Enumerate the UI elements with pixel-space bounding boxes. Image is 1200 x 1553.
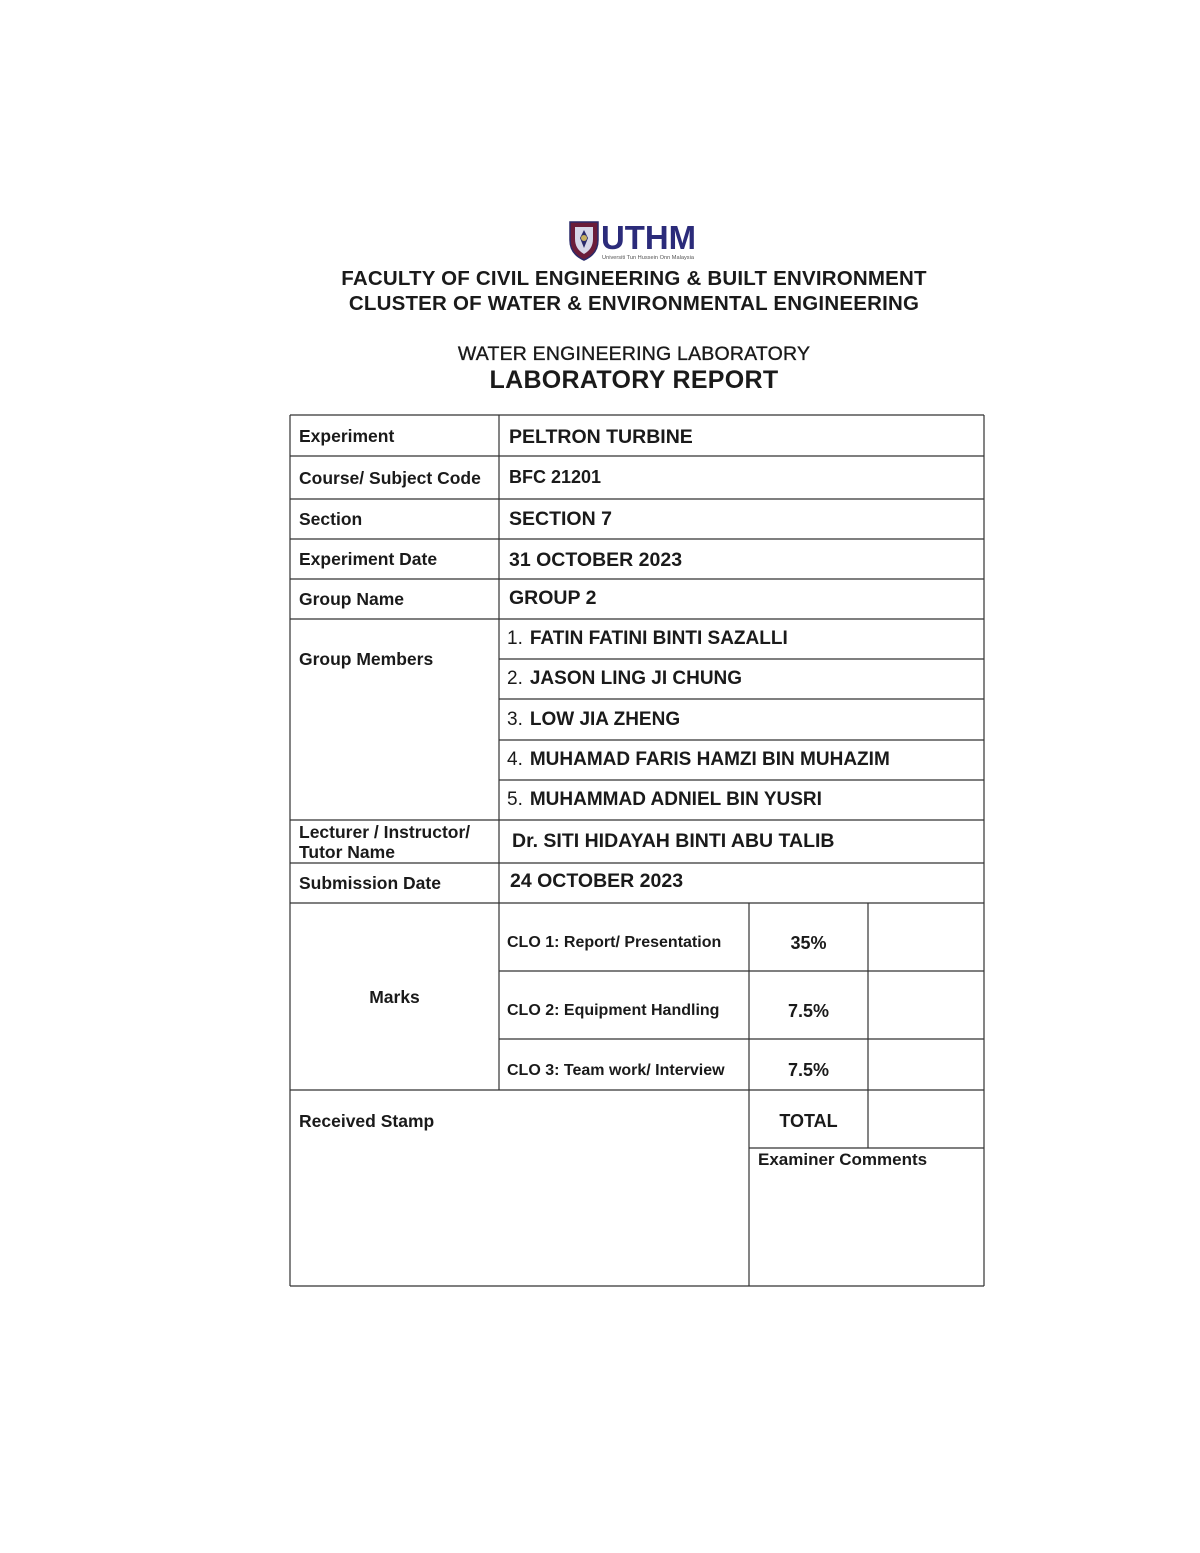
clo-mark-field[interactable] (868, 903, 984, 971)
experiment-label: Experiment (299, 425, 395, 446)
member-row (499, 619, 984, 659)
member-number: 1. (507, 628, 523, 649)
member-number: 4. (507, 749, 523, 770)
member-name: JASON LING JI CHUNG (529, 668, 743, 689)
clo-weight: 35% (790, 932, 827, 953)
experiment-date-value: 31 OCTOBER 2023 (509, 548, 683, 571)
member-number: 3. (507, 708, 523, 730)
member-row (499, 740, 984, 780)
experiment-value: PELTRON TURBINE (509, 426, 693, 448)
member-name: MUHAMAD FARIS HAMZI BIN MUHAZIM (529, 749, 890, 770)
examiner-comments-label: Examiner Comments (758, 1150, 928, 1169)
report-title: LABORATORY REPORT (489, 366, 779, 394)
clo-label: CLO 2: Equipment Handling (507, 1002, 720, 1019)
crest-icon (570, 222, 598, 260)
lecturer-value: Dr. SITI HIDAYAH BINTI ABU TALIB (512, 830, 835, 852)
clo-mark-field[interactable] (868, 1039, 984, 1090)
total-label: TOTAL (779, 1110, 838, 1131)
svg-text:UTHM: UTHM (601, 219, 696, 256)
clo-label: CLO 1: Report/ Presentation (507, 934, 722, 951)
member-row (499, 699, 984, 740)
svg-text:Universiti Tun Hussein Onn Mal: Universiti Tun Hussein Onn Malaysia (602, 255, 695, 261)
group-name-label: Group Name (299, 589, 405, 609)
total-mark-field[interactable] (868, 1090, 984, 1148)
clo-weight: 7.5% (787, 1000, 830, 1021)
group-name-value: GROUP 2 (509, 586, 597, 609)
laboratory-title: WATER ENGINEERING LABORATORY (457, 343, 811, 365)
experiment-date-label: Experiment Date (299, 549, 438, 569)
member-row (499, 659, 984, 699)
member-name: FATIN FATINI BINTI SAZALLI (529, 628, 788, 649)
marks-label: Marks (369, 986, 420, 1007)
faculty-title: FACULTY OF CIVIL ENGINEERING & BUILT ENVIRONMENT (341, 267, 927, 290)
clo-mark-field[interactable] (868, 971, 984, 1039)
member-number: 5. (507, 789, 523, 810)
course-code-label: Course/ Subject Code (299, 467, 481, 488)
received-stamp-label: Received Stamp (299, 1111, 435, 1131)
member-name: MUHAMMAD ADNIEL BIN YUSRI (529, 789, 822, 810)
submission-date-value: 24 OCTOBER 2023 (510, 870, 684, 892)
group-members-label: Group Members (299, 649, 434, 669)
lecturer-label: Lecturer / Instructor/ Tutor Name (299, 821, 471, 862)
course-code-value: BFC 21201 (509, 467, 602, 487)
member-row (499, 780, 984, 820)
uthm-logo (568, 218, 700, 262)
clo-weight: 7.5% (787, 1060, 830, 1080)
submission-date-label: Submission Date (299, 873, 441, 893)
member-name: LOW JIA ZHENG (529, 708, 681, 730)
cluster-title: CLUSTER OF WATER & ENVIRONMENTAL ENGINEERING (348, 292, 920, 315)
section-label: Section (299, 509, 363, 529)
member-number: 2. (507, 668, 523, 689)
clo-label: CLO 3: Team work/ Interview (507, 1061, 725, 1079)
section-value: SECTION 7 (509, 507, 612, 530)
